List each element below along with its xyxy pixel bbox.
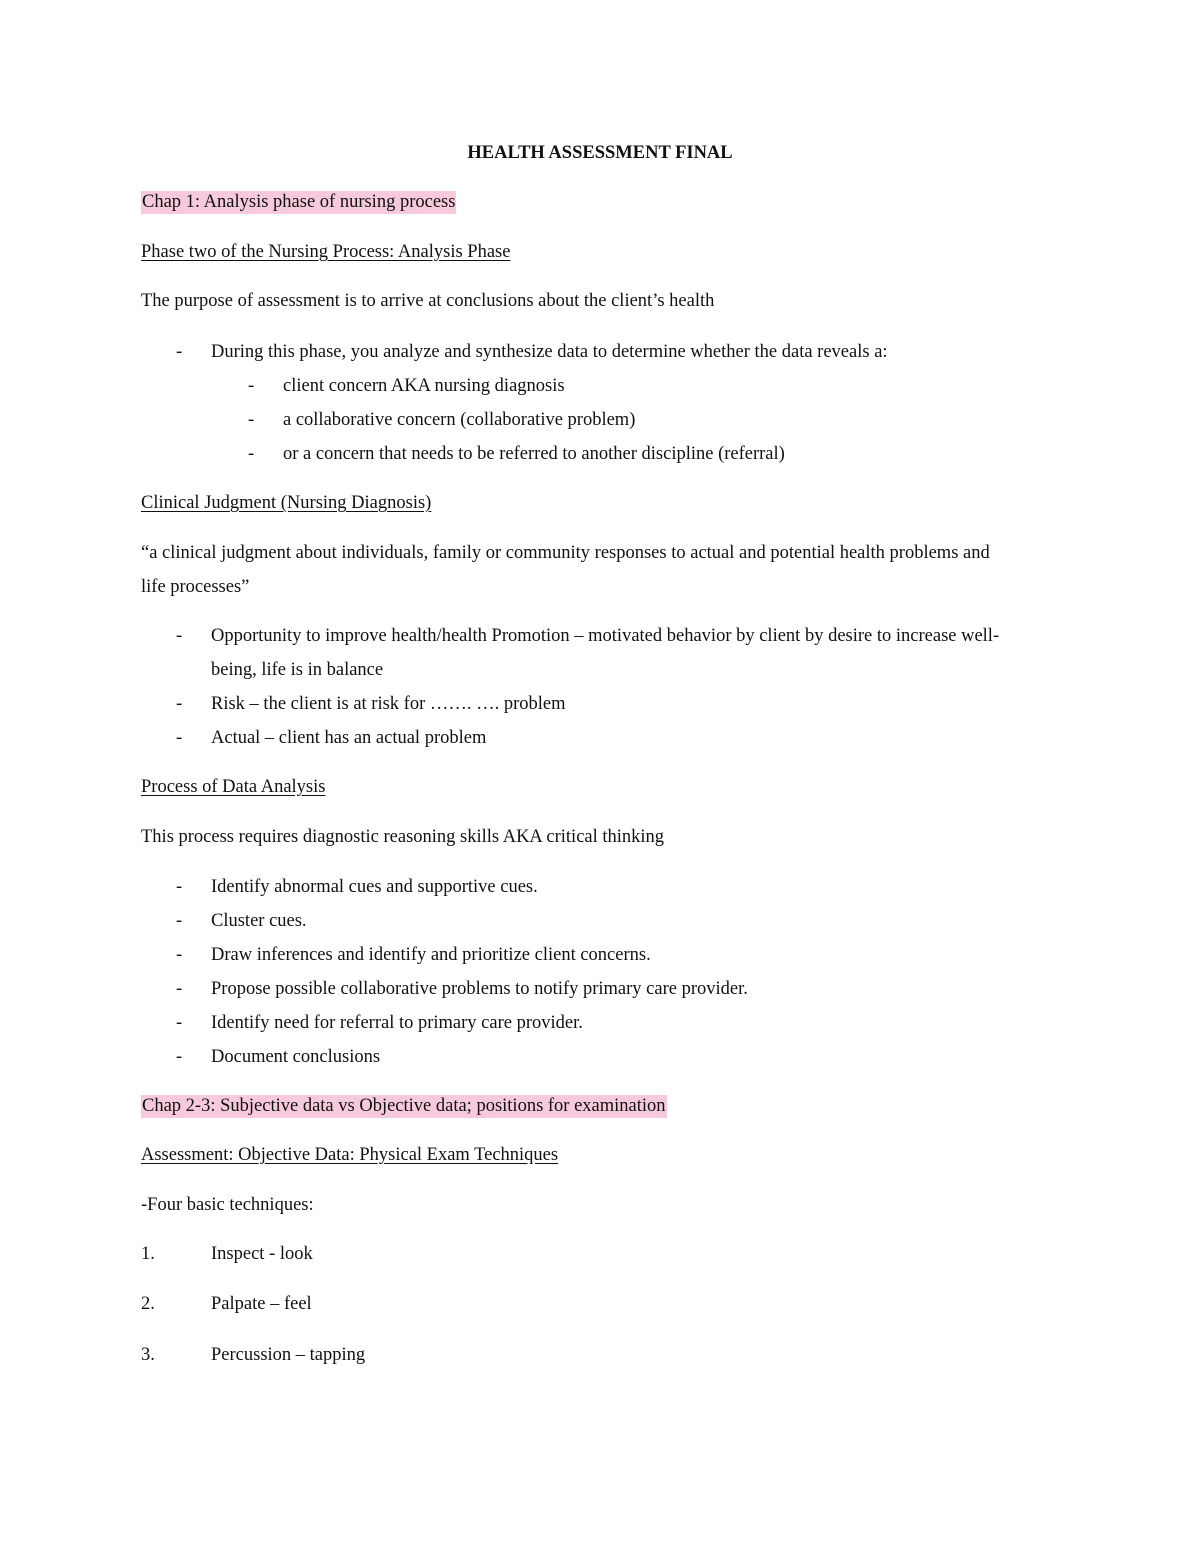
bullet-opportunity: Opportunity to improve health/health Promotion – motivated behavior by client by desire to increase well- xyxy=(211,626,1000,646)
purpose-paragraph: The purpose of assessment is to arrive at conclusions about the client’s health xyxy=(141,291,715,311)
process-bullet: Cluster cues. xyxy=(211,911,307,931)
bullet-dash: - xyxy=(176,945,183,965)
chapter-1-heading xyxy=(141,190,456,214)
technique-item: Palpate – feel xyxy=(211,1294,312,1314)
bullet-actual: Actual – client has an actual problem xyxy=(211,728,487,748)
process-bullet: Draw inferences and identify and prioritize client concerns. xyxy=(211,945,651,965)
sub-bullet-item: a collaborative concern (collaborative problem) xyxy=(283,410,636,430)
process-bullet: Document conclusions xyxy=(211,1047,381,1067)
process-bullet: Identify need for referral to primary care provider. xyxy=(211,1013,583,1033)
bullet-risk: Risk – the client is at risk for ……. …. problem xyxy=(211,694,566,714)
bullet-during-phase: During this phase, you analyze and synthesize data to determine whether the data reveals a: xyxy=(211,342,888,362)
bullet-dash: - xyxy=(176,1013,183,1033)
technique-number: 2. xyxy=(141,1294,155,1314)
section-exam-techniques: Assessment: Objective Data: Physical Exam Techniques xyxy=(141,1145,559,1165)
technique-item: Percussion – tapping xyxy=(211,1345,366,1365)
section-analysis-phase: Phase two of the Nursing Process: Analysis Phase xyxy=(141,242,511,262)
chapter-1-heading-text: Chap 1: Analysis phase of nursing process xyxy=(142,192,456,212)
sub-bullet-item: or a concern that needs to be referred to another discipline (referral) xyxy=(283,444,785,464)
bullet-dash: - xyxy=(176,877,183,897)
bullet-dash: - xyxy=(176,626,183,646)
technique-number: 1. xyxy=(141,1244,155,1264)
sub-bullet-dash: - xyxy=(248,376,255,396)
definition-quote-line-2: life processes” xyxy=(141,577,250,597)
sub-bullet-item: client concern AKA nursing diagnosis xyxy=(283,376,565,396)
sub-bullet-dash: - xyxy=(248,444,255,464)
process-bullet: Identify abnormal cues and supportive cues. xyxy=(211,877,538,897)
bullet-dash: - xyxy=(176,1047,183,1067)
section-clinical-judgment: Clinical Judgment (Nursing Diagnosis) xyxy=(141,493,432,513)
technique-item: Inspect - look xyxy=(211,1244,313,1264)
sub-bullet-dash: - xyxy=(248,410,255,430)
bullet-opportunity-continued: being, life is in balance xyxy=(211,660,384,680)
bullet-dash: - xyxy=(176,979,183,999)
bullet-dash: - xyxy=(176,694,183,714)
bullet-dash: - xyxy=(176,911,183,931)
process-bullet: Propose possible collaborative problems to notify primary care provider. xyxy=(211,979,748,999)
bullet-dash: - xyxy=(176,342,183,362)
definition-quote-line-1: “a clinical judgment about individuals, family or community responses to actual and potential health problems and xyxy=(141,543,990,563)
techniques-intro: -Four basic techniques: xyxy=(141,1195,314,1215)
section-data-analysis: Process of Data Analysis xyxy=(141,777,326,797)
technique-number: 3. xyxy=(141,1345,155,1365)
document-title: HEALTH ASSESSMENT FINAL xyxy=(467,143,733,163)
chapter-2-3-heading xyxy=(141,1094,667,1118)
process-paragraph: This process requires diagnostic reasoning skills AKA critical thinking xyxy=(141,827,665,847)
chapter-2-3-heading-text: Chap 2-3: Subjective data vs Objective data; positions for examination xyxy=(142,1096,666,1116)
bullet-dash: - xyxy=(176,728,183,748)
